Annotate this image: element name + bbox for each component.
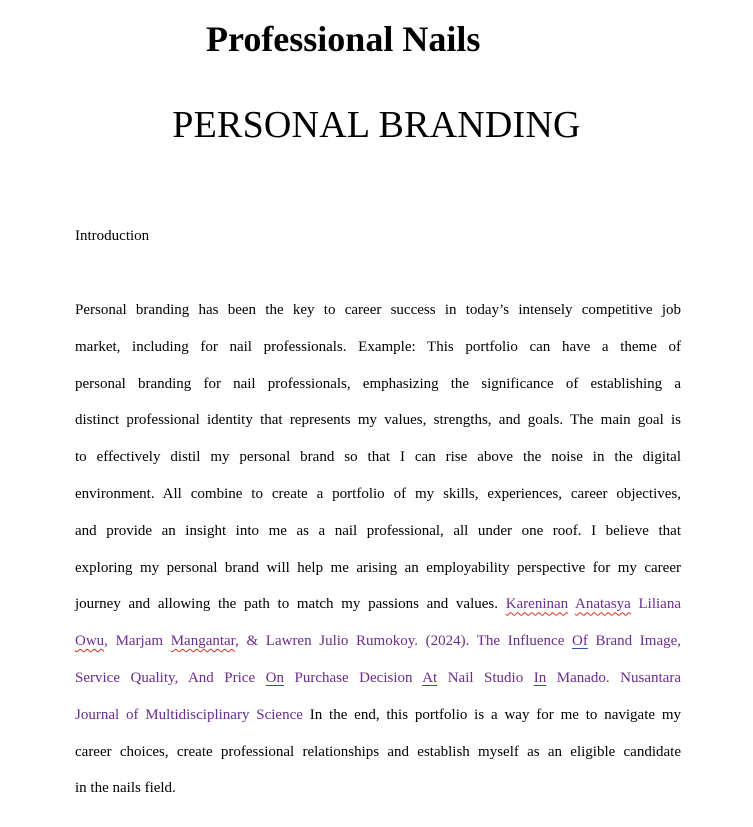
citation-text: Of	[572, 633, 588, 650]
body-text-segment: exploring my personal brand will help me arising an employability perspective for my career	[75, 559, 681, 576]
body-text-segment: environment. All combine to create a portfolio of my skills, experiences, career objectives,	[75, 485, 681, 502]
body-text-segment: career choices, create professional relationships and establish myself as an eligible candidate	[75, 743, 681, 760]
paragraph-line	[75, 770, 681, 807]
citation-text: Mangantar	[170, 633, 236, 650]
body-text-segment: journey and allowing the path to match my passions and values.	[75, 596, 506, 613]
body-text-segment: in the nails field.	[75, 780, 176, 797]
paragraph-line	[75, 292, 681, 329]
citation-text: Liliana	[630, 596, 681, 613]
section-heading: Introduction	[75, 228, 150, 244]
document-title: Professional Nails	[206, 19, 481, 59]
body-text-segment: and provide an insight into me as a nail professional, all under one roof. I believe that	[75, 522, 681, 539]
paragraph-line	[75, 697, 681, 734]
citation-text: , Marjam	[104, 633, 171, 650]
paragraph-line	[75, 402, 681, 439]
citation-text: In	[533, 669, 547, 686]
paragraph-line	[75, 366, 681, 403]
citation-text: Anatasya	[575, 596, 631, 613]
citation-text: On	[265, 669, 284, 686]
body-text-segment: to effectively distil my personal brand so that I can rise above the noise in the digital	[75, 449, 681, 466]
paragraph-line	[75, 439, 681, 476]
citation-text: Owu	[75, 633, 105, 650]
citation-text: , & Lawren Julio Rumokoy. (2024). The Influence	[235, 633, 572, 650]
body-text-segment: Personal branding has been the key to career success in today’s intensely competitive job	[75, 302, 681, 318]
paragraph-line	[75, 734, 681, 771]
paragraph-line	[75, 550, 681, 587]
citation-text: Journal of Multidisciplinary Science	[75, 706, 303, 723]
citation-text: Service Quality, And Price	[75, 669, 266, 686]
citation-text: Brand Image,	[587, 633, 682, 650]
citation-text	[568, 596, 575, 612]
citation-text: Manado. Nusantara	[546, 669, 681, 686]
body-text-segment: distinct professional identity that represents my values, strengths, and goals. The main goal is	[75, 412, 681, 429]
paragraph-line	[75, 513, 681, 550]
citation-text: Nail Studio	[437, 669, 534, 686]
paragraph-line	[75, 586, 681, 623]
body-text-segment: market, including for nail professionals. Example: This portfolio can have a theme of	[75, 338, 681, 355]
citation-text: Kareninan	[505, 596, 569, 613]
paragraph-line	[75, 476, 681, 513]
body-text-segment: In the end, this portfolio is a way for me to navigate my	[302, 706, 681, 723]
citation-text: Purchase Decision	[283, 669, 423, 686]
body-paragraph	[75, 292, 681, 807]
document-subtitle: PERSONAL BRANDING	[172, 104, 581, 146]
body-text-segment: personal branding for nail professionals, emphasizing the significance of establishing a	[75, 375, 681, 392]
paragraph-line	[75, 623, 681, 660]
paragraph-line	[75, 660, 681, 697]
citation-text: At	[422, 669, 438, 686]
paragraph-line	[75, 329, 681, 366]
